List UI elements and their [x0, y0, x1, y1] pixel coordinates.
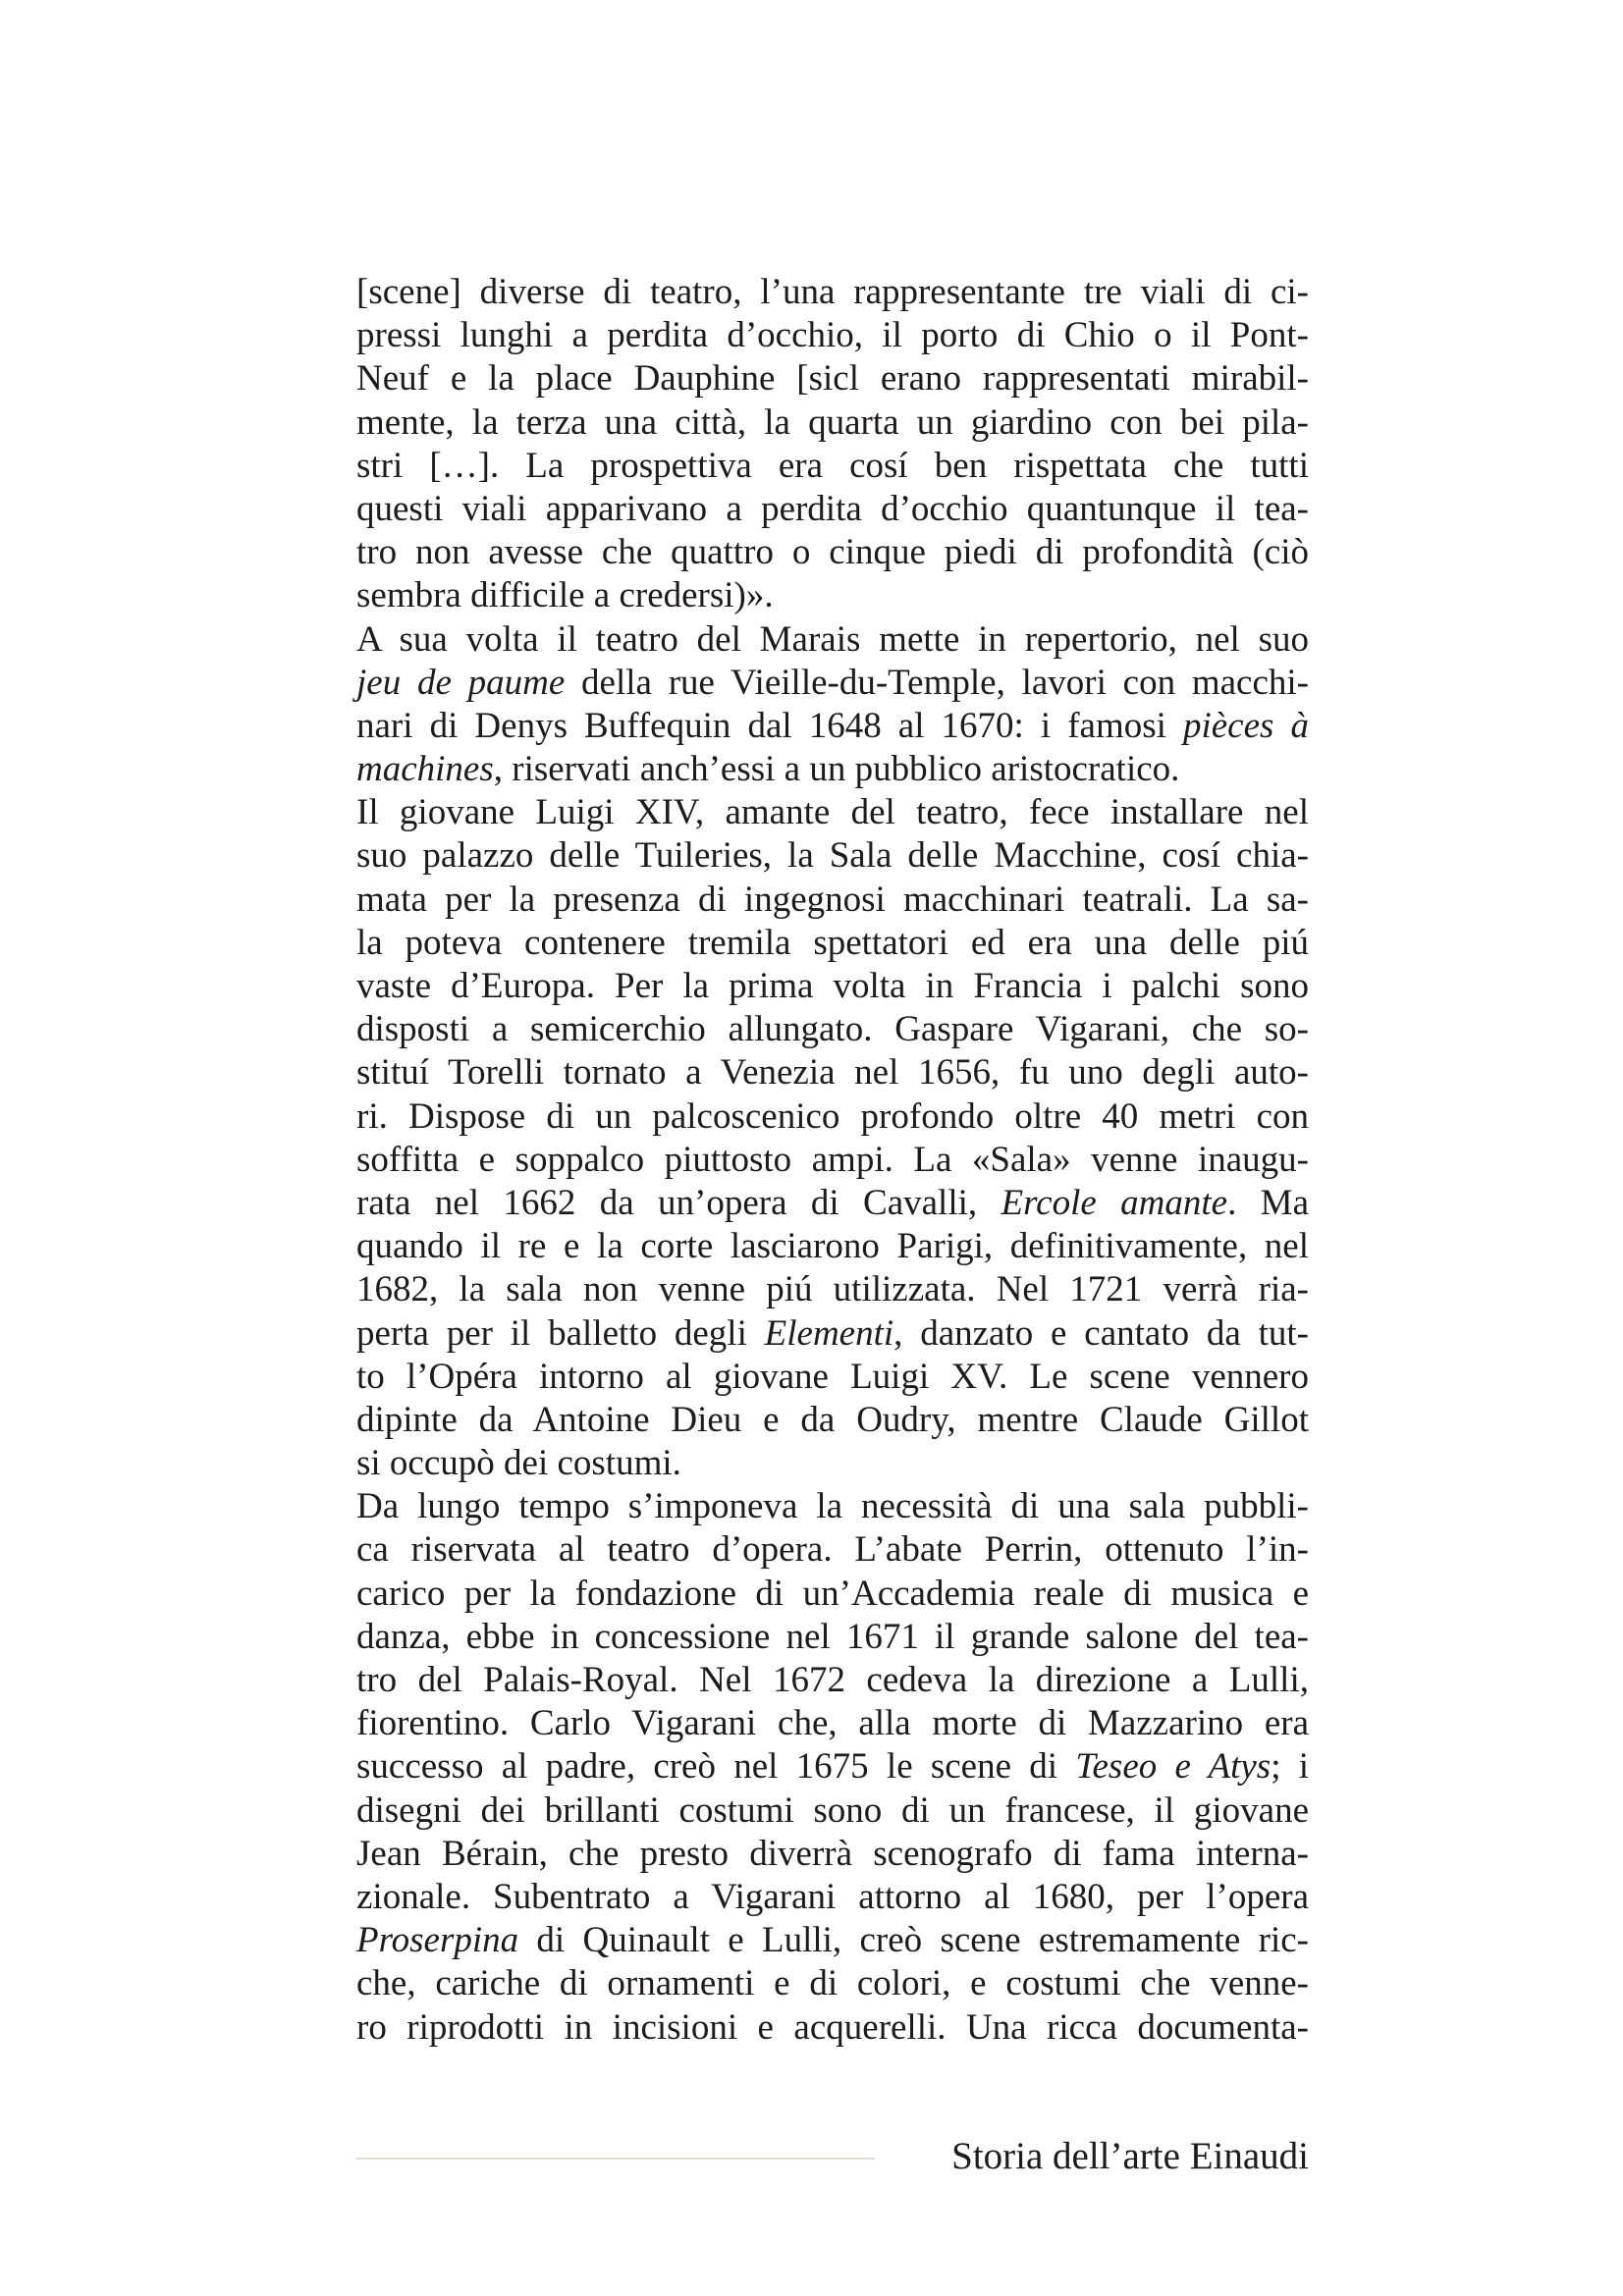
text-line: [356, 748, 1309, 791]
text-run: disposti a semicerchio allungato. Gaspare Vigarani, che so-: [356, 1009, 1309, 1050]
italic-text: Teseo e Atys: [1075, 1746, 1271, 1788]
text-run: . Ma: [1227, 1182, 1309, 1223]
text-run: di Quinault e Lulli, creò scene estremamente ric-: [518, 1920, 1309, 1961]
text-run: perta per il balletto degli: [356, 1312, 765, 1354]
text-run: sembra difficile a credersi)».: [356, 575, 774, 616]
text-line: [356, 488, 1309, 531]
text-run: ri. Dispose di un palcoscenico profondo oltre 40 metri con: [356, 1095, 1309, 1137]
text-run: Jean Bérain, che presto diverrà scenografo di fama interna-: [356, 1833, 1309, 1874]
text-run: carico per la fondazione di un’Accademia reale di musica e: [356, 1573, 1309, 1614]
text-line: [356, 531, 1309, 574]
text-run: A sua volta il teatro del Marais mette in repertorio, nel suo: [356, 618, 1309, 660]
italic-text: Elementi: [764, 1312, 894, 1354]
text-run: Il giovane Luigi XIV, amante del teatro, fece installare nel: [356, 792, 1309, 833]
text-run: stituí Torelli tornato a Venezia nel 1656, fu uno degli auto-: [356, 1052, 1309, 1094]
text-line: [356, 357, 1309, 400]
footer-title: Storia dell’arte Einaudi: [951, 2135, 1309, 2177]
text-line: [356, 1356, 1309, 1399]
text-line: [356, 1485, 1309, 1528]
text-run: , riservati anch’essi a un pubblico aristocratico.: [493, 749, 1180, 790]
footer-rule: [356, 2158, 875, 2160]
text-line: [356, 1399, 1309, 1442]
text-run: stri […]. La prospettiva era cosí ben rispettata che tutti: [356, 445, 1309, 486]
text-line: [356, 445, 1309, 488]
text-run: [scene] diverse di teatro, l’una rappresentante tre viali di ci-: [356, 272, 1309, 312]
text-run: fiorentino. Carlo Vigarani che, alla morte di Mazzarino era: [356, 1703, 1309, 1744]
text-line: [356, 574, 1309, 617]
text-line: [356, 618, 1309, 662]
text-run: dipinte da Antoine Dieu e da Oudry, mentre Claude Gillot: [356, 1399, 1309, 1440]
text-line: [356, 1616, 1309, 1659]
text-line: [356, 1312, 1309, 1356]
text-run: vaste d’Europa. Per la prima volta in Francia i palchi sono: [356, 966, 1309, 1006]
text-run: successo al padre, creò nel 1675 le scene di: [356, 1746, 1076, 1788]
text-line: [356, 1051, 1309, 1095]
text-line: [356, 1573, 1309, 1616]
text-line: [356, 1789, 1309, 1833]
text-line: [356, 1659, 1309, 1702]
text-line: [356, 1702, 1309, 1745]
text-run: si occupò dei costumi.: [356, 1443, 681, 1484]
text-run: pressi lunghi a perdita d’occhio, il porto di Chio o il Pont-: [356, 315, 1309, 356]
text-line: [356, 1962, 1309, 2005]
italic-text: jeu de paume: [356, 662, 566, 703]
text-run: quando il re e la corte lasciarono Parigi, definitivamente, nel: [356, 1226, 1309, 1267]
text-run: che, cariche di ornamenti e di colori, e costumi che venne-: [356, 1963, 1309, 2004]
italic-text: machines: [356, 749, 494, 790]
text-run: della rue Vieille-du-Temple, lavori con macchi-: [565, 662, 1309, 703]
text-run: tro del Palais-Royal. Nel 1672 cedeva la direzione a Lulli,: [356, 1660, 1309, 1700]
text-line: [356, 922, 1309, 965]
text-line: [356, 2006, 1309, 2050]
text-run: Neuf e la place Dauphine [sicl erano rappresentati mirabil-: [356, 358, 1309, 400]
text-run: nari di Denys Buffequin dal 1648 al 1670: i famosi: [356, 705, 1183, 746]
text-line: [356, 271, 1309, 314]
text-run: ro riprodotti in incisioni e acquerelli. Una ricca documenta-: [356, 2006, 1309, 2048]
text-run: soffitta e soppalco piuttosto ampi. La «Sala» venne inaugu-: [356, 1139, 1309, 1180]
text-run: zionale. Subentrato a Vigarani attorno al 1680, per l’opera: [356, 1876, 1309, 1917]
text-run: ; i: [1271, 1746, 1309, 1788]
text-run: danza, ebbe in concessione nel 1671 il grande salone del tea-: [356, 1616, 1309, 1657]
text-line: [356, 879, 1309, 922]
text-run: suo palazzo delle Tuileries, la Sala delle Macchine, cosí chia-: [356, 835, 1309, 877]
text-line: [356, 1139, 1309, 1182]
text-line: [356, 705, 1309, 748]
text-line: [356, 1268, 1309, 1311]
text-line: [356, 1442, 1309, 1485]
text-line: [356, 314, 1309, 357]
text-line: [356, 1182, 1309, 1225]
text-line: [356, 834, 1309, 878]
text-line: [356, 1008, 1309, 1051]
italic-text: Proserpina: [356, 1920, 519, 1961]
text-line: [356, 1095, 1309, 1139]
text-run: disegni dei brillanti costumi sono di un francese, il giovane: [356, 1789, 1309, 1831]
text-run: rata nel 1662 da un’opera di Cavalli,: [356, 1182, 1001, 1223]
text-line: [356, 1225, 1309, 1268]
text-run: ca riservata al teatro d’opera. L’abate Perrin, ottenuto l’in-: [356, 1529, 1309, 1571]
text-run: 1682, la sala non venne piú utilizzata. Nel 1721 verrà ria-: [356, 1269, 1309, 1310]
text-run: to l’Opéra intorno al giovane Luigi XV. Le scene vennero: [356, 1356, 1309, 1397]
text-run: mente, la terza una città, la quarta un giardino con bei pila-: [356, 401, 1309, 443]
text-run: mata per la presenza di ingegnosi macchinari teatrali. La sa-: [356, 879, 1309, 920]
text-line: [356, 1919, 1309, 1962]
text-line: [356, 1876, 1309, 1919]
text-line: [356, 1528, 1309, 1572]
text-run: Da lungo tempo s’imponeva la necessità di una sala pubbli-: [356, 1486, 1309, 1527]
text-run: la poteva contenere tremila spettatori ed era una delle piú: [356, 922, 1309, 963]
text-line: [356, 791, 1309, 834]
text-line: [356, 401, 1309, 445]
text-line: [356, 1833, 1309, 1876]
italic-text: Ercole amante: [1001, 1182, 1228, 1223]
text-run: tro non avesse che quattro o cinque piedi di profondità (ciò: [356, 532, 1309, 573]
text-line: [356, 1745, 1309, 1789]
text-run: , danzato e cantato da tut-: [893, 1312, 1309, 1354]
text-line: [356, 662, 1309, 705]
text-line: [356, 965, 1309, 1008]
italic-text: pièces à: [1182, 705, 1309, 746]
text-run: questi viali apparivano a perdita d’occhio quantunque il tea-: [356, 488, 1309, 529]
body-text: [356, 271, 1309, 2050]
